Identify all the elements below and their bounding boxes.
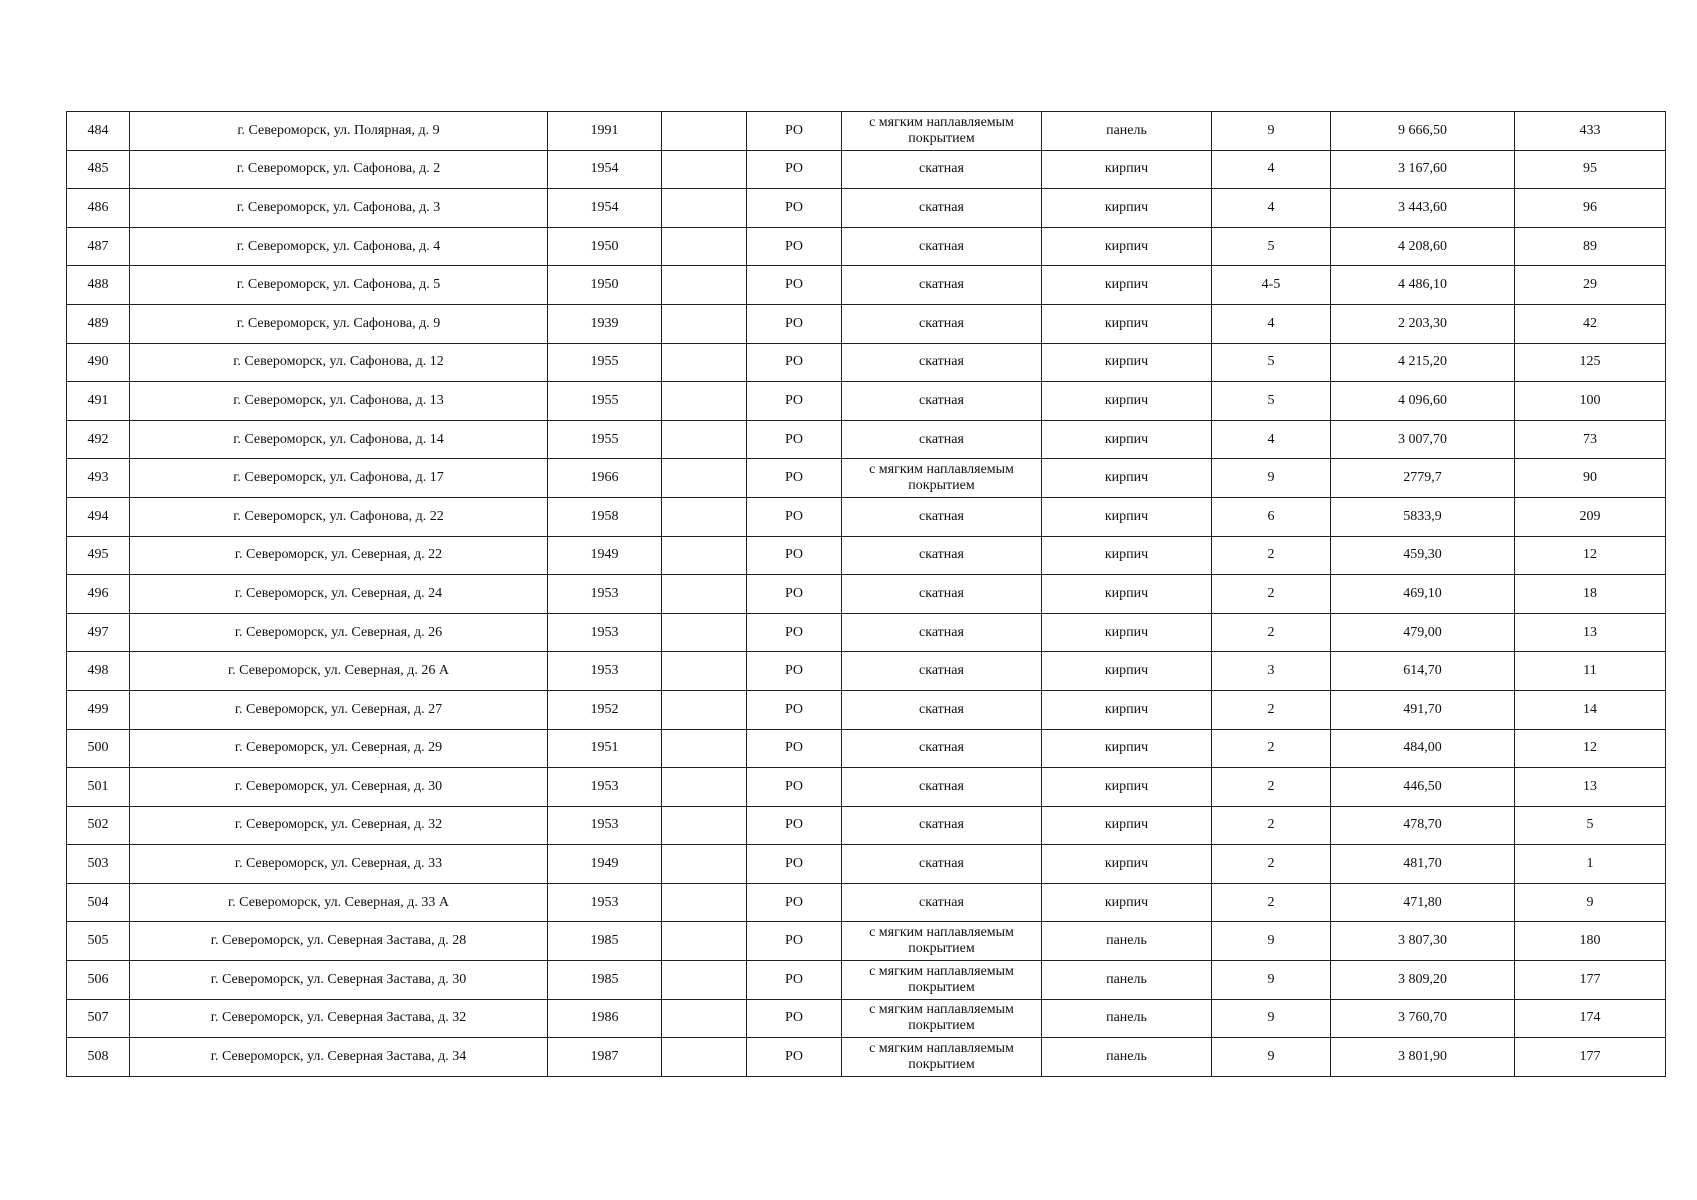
wall-material-cell: кирпич (1042, 613, 1212, 652)
empty-cell (662, 1038, 747, 1077)
floors-cell: 4 (1212, 150, 1331, 189)
year-built-cell: 1939 (548, 304, 662, 343)
roof-type-cell: скатная (842, 690, 1042, 729)
wall-material-cell: кирпич (1042, 768, 1212, 807)
table-row (67, 729, 1666, 768)
wall-material-cell: кирпич (1042, 806, 1212, 845)
roof-type-cell: скатная (842, 806, 1042, 845)
roof-type-cell: с мягким наплавляемым покрытием (842, 1038, 1042, 1077)
empty-cell (662, 690, 747, 729)
area-cell: 3 801,90 (1331, 1038, 1515, 1077)
residents-cell: 177 (1515, 961, 1666, 1000)
wall-material-cell: кирпич (1042, 652, 1212, 691)
floors-cell: 2 (1212, 729, 1331, 768)
residents-cell: 42 (1515, 304, 1666, 343)
residents-cell: 174 (1515, 999, 1666, 1038)
roof-type-cell: с мягким наплавляемым покрытием (842, 961, 1042, 1000)
area-cell: 4 215,20 (1331, 343, 1515, 382)
table-row (67, 497, 1666, 536)
floors-cell: 9 (1212, 961, 1331, 1000)
residents-cell: 12 (1515, 536, 1666, 575)
fund-type-cell: РО (747, 343, 842, 382)
floors-cell: 5 (1212, 343, 1331, 382)
row-number-cell: 486 (67, 189, 130, 228)
residents-cell: 18 (1515, 575, 1666, 614)
residents-cell: 209 (1515, 497, 1666, 536)
row-number-cell: 490 (67, 343, 130, 382)
year-built-cell: 1949 (548, 536, 662, 575)
residents-cell: 433 (1515, 112, 1666, 151)
fund-type-cell: РО (747, 690, 842, 729)
table-row (67, 112, 1666, 151)
empty-cell (662, 961, 747, 1000)
housing-table (66, 111, 1666, 1077)
row-number-cell: 498 (67, 652, 130, 691)
address-cell: г. Североморск, ул. Сафонова, д. 14 (130, 420, 548, 459)
residents-cell: 73 (1515, 420, 1666, 459)
table-row (67, 575, 1666, 614)
area-cell: 4 486,10 (1331, 266, 1515, 305)
residents-cell: 9 (1515, 883, 1666, 922)
roof-type-cell: скатная (842, 343, 1042, 382)
area-cell: 9 666,50 (1331, 112, 1515, 151)
empty-cell (662, 768, 747, 807)
area-cell: 469,10 (1331, 575, 1515, 614)
floors-cell: 9 (1212, 999, 1331, 1038)
empty-cell (662, 883, 747, 922)
wall-material-cell: кирпич (1042, 729, 1212, 768)
roof-type-cell: с мягким наплавляемым покрытием (842, 459, 1042, 498)
address-cell: г. Североморск, ул. Северная, д. 26 А (130, 652, 548, 691)
area-cell: 446,50 (1331, 768, 1515, 807)
wall-material-cell: кирпич (1042, 497, 1212, 536)
area-cell: 4 208,60 (1331, 227, 1515, 266)
empty-cell (662, 922, 747, 961)
address-cell: г. Североморск, ул. Сафонова, д. 22 (130, 497, 548, 536)
area-cell: 491,70 (1331, 690, 1515, 729)
row-number-cell: 484 (67, 112, 130, 151)
address-cell: г. Североморск, ул. Северная, д. 24 (130, 575, 548, 614)
roof-type-cell: скатная (842, 729, 1042, 768)
floors-cell: 2 (1212, 690, 1331, 729)
year-built-cell: 1950 (548, 266, 662, 305)
empty-cell (662, 999, 747, 1038)
area-cell: 479,00 (1331, 613, 1515, 652)
area-cell: 484,00 (1331, 729, 1515, 768)
year-built-cell: 1953 (548, 652, 662, 691)
year-built-cell: 1953 (548, 883, 662, 922)
address-cell: г. Североморск, ул. Сафонова, д. 5 (130, 266, 548, 305)
roof-type-cell: скатная (842, 304, 1042, 343)
empty-cell (662, 382, 747, 421)
table-row (67, 150, 1666, 189)
empty-cell (662, 150, 747, 189)
fund-type-cell: РО (747, 459, 842, 498)
empty-cell (662, 304, 747, 343)
row-number-cell: 508 (67, 1038, 130, 1077)
empty-cell (662, 536, 747, 575)
residents-cell: 13 (1515, 768, 1666, 807)
residents-cell: 89 (1515, 227, 1666, 266)
row-number-cell: 504 (67, 883, 130, 922)
wall-material-cell: кирпич (1042, 382, 1212, 421)
empty-cell (662, 343, 747, 382)
year-built-cell: 1953 (548, 768, 662, 807)
table-row (67, 999, 1666, 1038)
address-cell: г. Североморск, ул. Северная, д. 22 (130, 536, 548, 575)
floors-cell: 2 (1212, 536, 1331, 575)
fund-type-cell: РО (747, 266, 842, 305)
residents-cell: 5 (1515, 806, 1666, 845)
row-number-cell: 495 (67, 536, 130, 575)
row-number-cell: 493 (67, 459, 130, 498)
area-cell: 3 760,70 (1331, 999, 1515, 1038)
floors-cell: 4 (1212, 189, 1331, 228)
floors-cell: 4-5 (1212, 266, 1331, 305)
year-built-cell: 1950 (548, 227, 662, 266)
empty-cell (662, 613, 747, 652)
year-built-cell: 1954 (548, 189, 662, 228)
empty-cell (662, 652, 747, 691)
row-number-cell: 491 (67, 382, 130, 421)
table-body (67, 112, 1666, 1077)
address-cell: г. Североморск, ул. Северная, д. 27 (130, 690, 548, 729)
floors-cell: 2 (1212, 845, 1331, 884)
table-row (67, 961, 1666, 1000)
floors-cell: 2 (1212, 883, 1331, 922)
fund-type-cell: РО (747, 227, 842, 266)
table-row (67, 613, 1666, 652)
empty-cell (662, 497, 747, 536)
year-built-cell: 1966 (548, 459, 662, 498)
year-built-cell: 1953 (548, 575, 662, 614)
address-cell: г. Североморск, ул. Северная, д. 26 (130, 613, 548, 652)
fund-type-cell: РО (747, 112, 842, 151)
fund-type-cell: РО (747, 729, 842, 768)
address-cell: г. Североморск, ул. Северная, д. 29 (130, 729, 548, 768)
residents-cell: 125 (1515, 343, 1666, 382)
residents-cell: 177 (1515, 1038, 1666, 1077)
table-row (67, 227, 1666, 266)
address-cell: г. Североморск, ул. Сафонова, д. 4 (130, 227, 548, 266)
area-cell: 3 167,60 (1331, 150, 1515, 189)
empty-cell (662, 112, 747, 151)
roof-type-cell: скатная (842, 189, 1042, 228)
year-built-cell: 1952 (548, 690, 662, 729)
address-cell: г. Североморск, ул. Сафонова, д. 12 (130, 343, 548, 382)
year-built-cell: 1986 (548, 999, 662, 1038)
roof-type-cell: с мягким наплавляемым покрытием (842, 112, 1042, 151)
floors-cell: 5 (1212, 227, 1331, 266)
table-row (67, 536, 1666, 575)
wall-material-cell: панель (1042, 112, 1212, 151)
wall-material-cell: кирпич (1042, 227, 1212, 266)
row-number-cell: 488 (67, 266, 130, 305)
wall-material-cell: кирпич (1042, 304, 1212, 343)
fund-type-cell: РО (747, 382, 842, 421)
address-cell: г. Североморск, ул. Северная Застава, д. 30 (130, 961, 548, 1000)
fund-type-cell: РО (747, 922, 842, 961)
fund-type-cell: РО (747, 883, 842, 922)
year-built-cell: 1991 (548, 112, 662, 151)
roof-type-cell: скатная (842, 613, 1042, 652)
floors-cell: 5 (1212, 382, 1331, 421)
wall-material-cell: кирпич (1042, 690, 1212, 729)
roof-type-cell: скатная (842, 575, 1042, 614)
address-cell: г. Североморск, ул. Сафонова, д. 9 (130, 304, 548, 343)
residents-cell: 95 (1515, 150, 1666, 189)
wall-material-cell: панель (1042, 922, 1212, 961)
table-row (67, 304, 1666, 343)
row-number-cell: 492 (67, 420, 130, 459)
floors-cell: 2 (1212, 806, 1331, 845)
roof-type-cell: скатная (842, 497, 1042, 536)
address-cell: г. Североморск, ул. Сафонова, д. 2 (130, 150, 548, 189)
fund-type-cell: РО (747, 189, 842, 228)
wall-material-cell: кирпич (1042, 845, 1212, 884)
roof-type-cell: скатная (842, 382, 1042, 421)
residents-cell: 14 (1515, 690, 1666, 729)
table-row (67, 1038, 1666, 1077)
address-cell: г. Североморск, ул. Северная, д. 32 (130, 806, 548, 845)
wall-material-cell: кирпич (1042, 575, 1212, 614)
table-row (67, 266, 1666, 305)
row-number-cell: 487 (67, 227, 130, 266)
wall-material-cell: кирпич (1042, 266, 1212, 305)
empty-cell (662, 459, 747, 498)
year-built-cell: 1955 (548, 382, 662, 421)
area-cell: 4 096,60 (1331, 382, 1515, 421)
roof-type-cell: скатная (842, 883, 1042, 922)
address-cell: г. Североморск, ул. Северная, д. 33 А (130, 883, 548, 922)
table-row (67, 420, 1666, 459)
row-number-cell: 500 (67, 729, 130, 768)
year-built-cell: 1953 (548, 806, 662, 845)
year-built-cell: 1953 (548, 613, 662, 652)
table-row (67, 189, 1666, 228)
year-built-cell: 1985 (548, 922, 662, 961)
residents-cell: 1 (1515, 845, 1666, 884)
row-number-cell: 497 (67, 613, 130, 652)
wall-material-cell: кирпич (1042, 459, 1212, 498)
address-cell: г. Североморск, ул. Сафонова, д. 17 (130, 459, 548, 498)
table-row (67, 459, 1666, 498)
address-cell: г. Североморск, ул. Северная, д. 33 (130, 845, 548, 884)
empty-cell (662, 266, 747, 305)
roof-type-cell: скатная (842, 768, 1042, 807)
table-row (67, 806, 1666, 845)
address-cell: г. Североморск, ул. Сафонова, д. 13 (130, 382, 548, 421)
fund-type-cell: РО (747, 1038, 842, 1077)
year-built-cell: 1954 (548, 150, 662, 189)
floors-cell: 4 (1212, 420, 1331, 459)
table-row (67, 652, 1666, 691)
wall-material-cell: кирпич (1042, 343, 1212, 382)
empty-cell (662, 845, 747, 884)
empty-cell (662, 806, 747, 845)
wall-material-cell: кирпич (1042, 150, 1212, 189)
residents-cell: 11 (1515, 652, 1666, 691)
residents-cell: 12 (1515, 729, 1666, 768)
area-cell: 2 203,30 (1331, 304, 1515, 343)
area-cell: 3 443,60 (1331, 189, 1515, 228)
address-cell: г. Североморск, ул. Полярная, д. 9 (130, 112, 548, 151)
row-number-cell: 494 (67, 497, 130, 536)
empty-cell (662, 189, 747, 228)
fund-type-cell: РО (747, 150, 842, 189)
fund-type-cell: РО (747, 497, 842, 536)
year-built-cell: 1951 (548, 729, 662, 768)
row-number-cell: 501 (67, 768, 130, 807)
fund-type-cell: РО (747, 613, 842, 652)
table-row (67, 690, 1666, 729)
row-number-cell: 502 (67, 806, 130, 845)
area-cell: 2779,7 (1331, 459, 1515, 498)
floors-cell: 2 (1212, 768, 1331, 807)
year-built-cell: 1985 (548, 961, 662, 1000)
roof-type-cell: скатная (842, 266, 1042, 305)
fund-type-cell: РО (747, 575, 842, 614)
fund-type-cell: РО (747, 652, 842, 691)
area-cell: 614,70 (1331, 652, 1515, 691)
roof-type-cell: скатная (842, 420, 1042, 459)
year-built-cell: 1958 (548, 497, 662, 536)
wall-material-cell: кирпич (1042, 189, 1212, 228)
fund-type-cell: РО (747, 961, 842, 1000)
floors-cell: 9 (1212, 922, 1331, 961)
floors-cell: 2 (1212, 575, 1331, 614)
residents-cell: 180 (1515, 922, 1666, 961)
floors-cell: 4 (1212, 304, 1331, 343)
residents-cell: 90 (1515, 459, 1666, 498)
residents-cell: 29 (1515, 266, 1666, 305)
roof-type-cell: скатная (842, 227, 1042, 266)
roof-type-cell: с мягким наплавляемым покрытием (842, 922, 1042, 961)
row-number-cell: 503 (67, 845, 130, 884)
floors-cell: 9 (1212, 459, 1331, 498)
floors-cell: 2 (1212, 613, 1331, 652)
empty-cell (662, 227, 747, 266)
wall-material-cell: панель (1042, 999, 1212, 1038)
roof-type-cell: скатная (842, 536, 1042, 575)
residents-cell: 96 (1515, 189, 1666, 228)
row-number-cell: 505 (67, 922, 130, 961)
area-cell: 3 809,20 (1331, 961, 1515, 1000)
fund-type-cell: РО (747, 768, 842, 807)
roof-type-cell: с мягким наплавляемым покрытием (842, 999, 1042, 1038)
row-number-cell: 489 (67, 304, 130, 343)
floors-cell: 3 (1212, 652, 1331, 691)
row-number-cell: 485 (67, 150, 130, 189)
fund-type-cell: РО (747, 420, 842, 459)
fund-type-cell: РО (747, 845, 842, 884)
roof-type-cell: скатная (842, 652, 1042, 691)
wall-material-cell: панель (1042, 1038, 1212, 1077)
address-cell: г. Североморск, ул. Северная Застава, д. 34 (130, 1038, 548, 1077)
wall-material-cell: кирпич (1042, 420, 1212, 459)
area-cell: 3 807,30 (1331, 922, 1515, 961)
table-row (67, 343, 1666, 382)
area-cell: 471,80 (1331, 883, 1515, 922)
empty-cell (662, 729, 747, 768)
area-cell: 459,30 (1331, 536, 1515, 575)
floors-cell: 9 (1212, 1038, 1331, 1077)
document-page (66, 111, 1665, 1077)
fund-type-cell: РО (747, 806, 842, 845)
empty-cell (662, 420, 747, 459)
fund-type-cell: РО (747, 536, 842, 575)
floors-cell: 9 (1212, 112, 1331, 151)
residents-cell: 13 (1515, 613, 1666, 652)
table-row (67, 768, 1666, 807)
wall-material-cell: кирпич (1042, 536, 1212, 575)
address-cell: г. Североморск, ул. Сафонова, д. 3 (130, 189, 548, 228)
address-cell: г. Североморск, ул. Северная, д. 30 (130, 768, 548, 807)
year-built-cell: 1955 (548, 420, 662, 459)
address-cell: г. Североморск, ул. Северная Застава, д. 32 (130, 999, 548, 1038)
row-number-cell: 496 (67, 575, 130, 614)
table-row (67, 922, 1666, 961)
table-row (67, 382, 1666, 421)
area-cell: 3 007,70 (1331, 420, 1515, 459)
table-row (67, 883, 1666, 922)
fund-type-cell: РО (747, 999, 842, 1038)
roof-type-cell: скатная (842, 845, 1042, 884)
residents-cell: 100 (1515, 382, 1666, 421)
row-number-cell: 506 (67, 961, 130, 1000)
fund-type-cell: РО (747, 304, 842, 343)
year-built-cell: 1955 (548, 343, 662, 382)
wall-material-cell: кирпич (1042, 883, 1212, 922)
year-built-cell: 1987 (548, 1038, 662, 1077)
address-cell: г. Североморск, ул. Северная Застава, д. 28 (130, 922, 548, 961)
row-number-cell: 507 (67, 999, 130, 1038)
area-cell: 5833,9 (1331, 497, 1515, 536)
roof-type-cell: скатная (842, 150, 1042, 189)
empty-cell (662, 575, 747, 614)
table-row (67, 845, 1666, 884)
area-cell: 478,70 (1331, 806, 1515, 845)
row-number-cell: 499 (67, 690, 130, 729)
wall-material-cell: панель (1042, 961, 1212, 1000)
area-cell: 481,70 (1331, 845, 1515, 884)
year-built-cell: 1949 (548, 845, 662, 884)
floors-cell: 6 (1212, 497, 1331, 536)
